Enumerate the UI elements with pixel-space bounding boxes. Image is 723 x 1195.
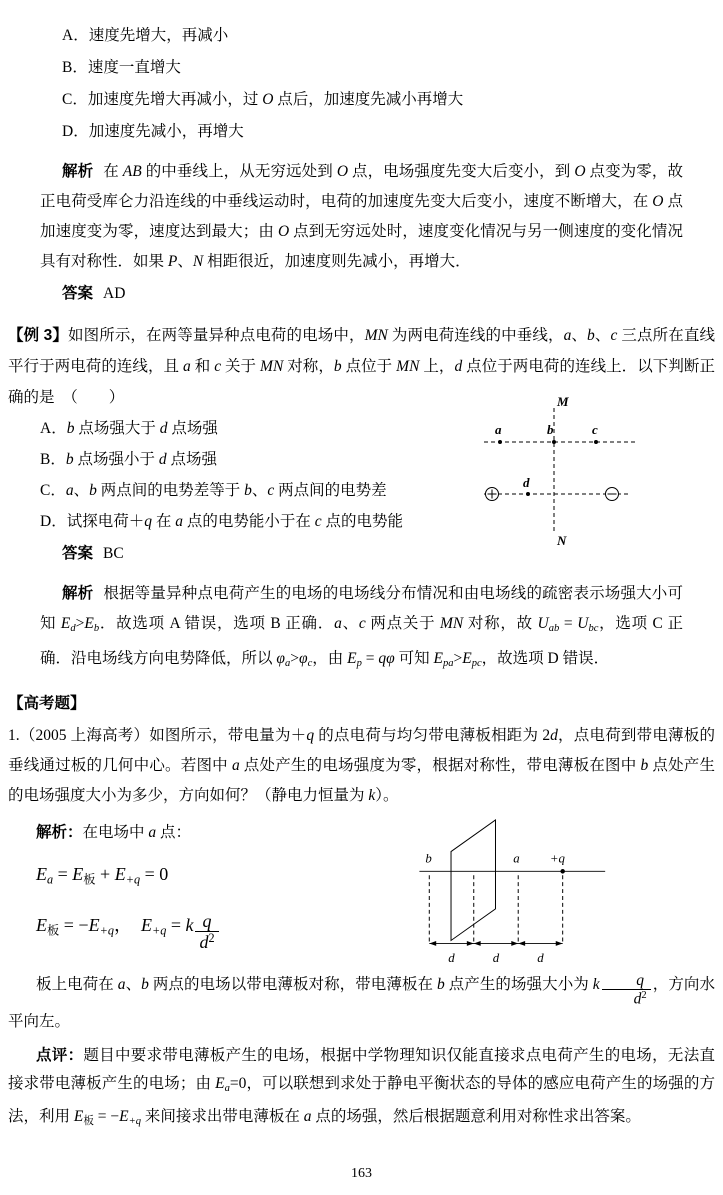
point-a-dot [498,440,502,444]
example3-option-d: D．试探电荷＋q 在 a 点的电势能小于在 c 点的电势能 [40,513,404,530]
example3-option-a: A．b 点场强大于 d 点场强 [40,420,218,437]
gaokao-section-heading: 【高考题】 [8,694,86,712]
example3-stem-text: 如图所示，在两等量异种点电荷的电场中，MN 为两电荷连线的中垂线，a、b、c 三点所在直线平行于两电荷的连线，且 a 和 c 关于 MN 对称，b 点位于 MN 上，d 点位于两电荷的连线上．以下判断正确的是 （ ） [8,327,715,406]
distance-arrows [429,941,562,946]
prev-option-d: D．加速度先减小，再增大 [62,123,244,140]
gaokao1-equation-2: E板 = −E+q， E+q = k $\frac{q}{d^2}$ [8,910,715,952]
gaokao1-symmetry-paragraph: 板上电荷在 a、b 两点的电场以带电薄板对称，带电薄板在 b 点产生的场强大小为 k $\frac{q}{d^2}$ ，方向水平向左。 [8,971,715,1030]
point-c-dot [594,440,598,444]
analysis-label: 解析 [62,585,94,602]
answer-label: 答案 [62,285,94,302]
positive-charge-icon [486,488,499,501]
example3-label: 【例 3】 [8,327,68,344]
two-charges-figure [478,392,646,547]
analysis-label: 解析 [62,163,94,180]
example3-analysis-text: 根据等量异种点电荷产生的电场的电场线分布情况和由电场线的疏密表示场强大小可知 Ed>Eb．故选项 A 错误，选项 B 正确．a、c 两点关于 MN 对称，故 Uab = Ubc，选项 C 正确．沿电场线方向电势降低，所以 φa>φc，由 Ep = qφ 可知 Epa>Epc，故选项 D 错误． [40,585,683,669]
point-charge-dot [560,869,565,874]
point-n-label: N [557,533,567,547]
distance-d3-label: d [537,951,544,966]
prev-answer-value: AD [103,285,126,302]
prev-answer-row [62,277,683,310]
point-charge-label: +q [549,851,565,866]
distance-d1-label: d [448,951,455,966]
point-b-label: b [547,422,554,437]
point-b-dot [552,440,556,444]
negative-charge-icon [606,488,619,501]
gaokao1-equation-1: Ea = E板 + E+q = 0 [36,863,169,887]
prev-option-c: C．加速度先增大再减小，过 O 点后，加速度先减小再增大 [62,91,464,108]
gaokao1-solution-intro-text: 在电场中 a 点： [82,823,192,841]
page-number: 163 [351,1166,372,1181]
answer-label: 答案 [62,545,94,562]
point-b-label: b [425,851,432,866]
gaokao1-comment-paragraph [8,1042,715,1136]
example3-option-c: C．a、b 两点间的电势差等于 b、c 两点间的电势差 [40,482,387,499]
point-a-label: a [513,851,520,866]
distance-d2-label: d [492,951,500,966]
point-d-dot [526,492,530,496]
gaokao-problem-1: 1.（2005 上海高考）如图所示，带电量为＋q 的点电荷与均匀带电薄板相距为 2d，点电荷到带电薄板的垂线通过板的几何中心。若图中 a 点处产生的电场强度为零，根据对称性，带电薄板在图中 b 点处产生的电场强度大小为多少，方向如何？（静电力恒量为 k）。 [8,726,715,804]
example3-option-b: B．b 点场强小于 d 点场强 [40,451,217,468]
example3-analysis-paragraph [40,579,683,679]
point-d-label: d [523,475,530,490]
solution-label: 解析： [36,823,83,841]
charged-plate-figure [416,814,656,980]
prev-analysis-text: 在 AB 的中垂线上，从无穷远处到 O 点，电场强度先变大后变小，到 O 点变为零，故正电荷受库仑力沿连线的中垂线运动时，电荷的加速度先变大后变小，速度不断增大，在 O 点加速度变为零，速度达到最大；由 O 点到无穷远处时，速度变化情况与另一侧速度的变化情况具有对称性．如果 P、N 相距很近，加速度则先减小，再增大． [40,163,683,270]
charged-plate [451,820,495,941]
comment-label: 点评： [36,1046,84,1064]
prev-option-a: A．速度先增大，再减小 [62,27,229,44]
point-m-label: M [557,394,569,409]
gaokao1-comment-text: 题目中要求带电薄板产生的电场，根据中学物理知识仅能直接求点电荷产生的电场，无法直接求带电薄板产生的电场；由 Ea=0，可以联想到求处于静电平衡状态的导体的感应电荷产生的场强的方法，利用 E板 = −E+q 来间接求出带电薄板在 a 点的场强，然后根据题意利用对称性求出答案。 [8,1046,715,1127]
example3-answer-value: BC [103,545,124,562]
prev-option-b: B．速度一直增大 [62,59,181,76]
point-c-label: c [592,422,598,437]
point-a-label: a [495,422,502,437]
prev-analysis-paragraph [40,157,683,277]
